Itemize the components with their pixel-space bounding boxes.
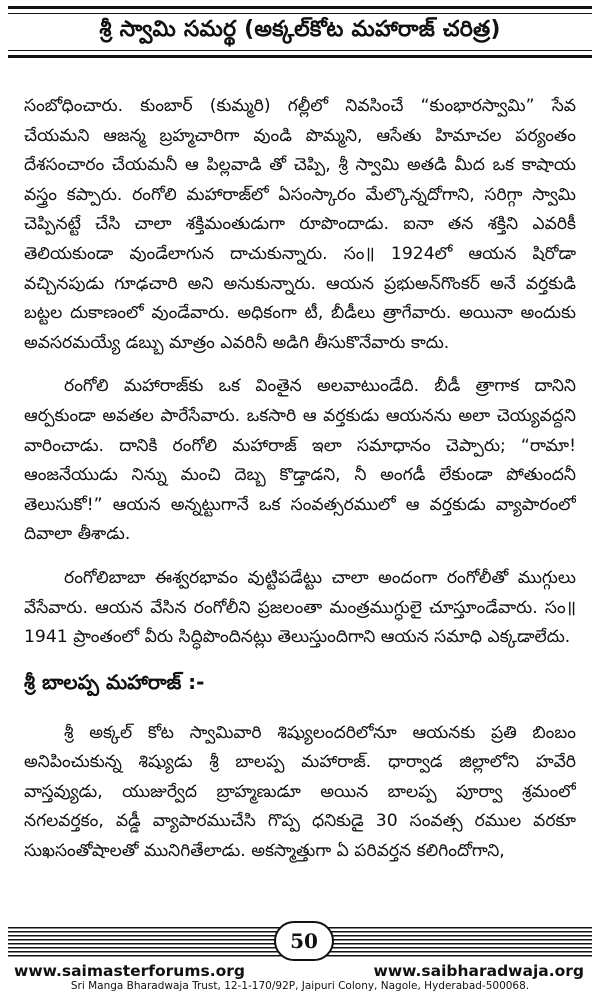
book-title: శ్రీ స్వామి సమర్థ (అక్కల్‌కోట మహారాజ్ చరిత్ర): [99, 17, 501, 42]
page-number: 50: [274, 921, 334, 961]
paragraph-4: శ్రీ అక్కల్ కోట స్వామివారి శిష్యులందరిలోనూ ఆయనకు ప్రతి బింబం అనిపించుకున్న శిష్యుడు శ్రీ బాలప్ప మహారాజ్. ధార్వాడ జిల్లాలోని హవేరి వాస్తవ్యుడు, యుజుర్వేద బ్రాహ్మణుడూ అయిన బాలప్ప పూర్వా శ్రమంలో నగలవర్తకం, వడ్డీ వ్యాపారముచేసి గొప్ప ధనికుడై 30 సంవత్స రముల వరకూ సుఖసంతోషాలతో మునిగితేలాడు. అకస్మాత్తుగా ఏ పరివర్తన కలిగిందోగాని,: [24, 722, 576, 862]
running-header: [8, 6, 592, 58]
paragraph-1: సంబోధించారు. కుంబార్ (కుమ్మరి) గల్లీలో నివసించే “కుంభారస్వామి” సేవ చేయమని ఆజన్మ బ్రహ్మచారిగా వుండి పొమ్మని, ఆసేతు హిమాచల పర్యంతం దేశసంచారం చేయమనీ ఆ పిల్లవాడి తో చెప్పి, శ్రీ స్వామి అతడి మీద ఒక కాషాయ వస్త్రం కప్పారు. రంగోలి మహారాజ్‌లో ఏసంస్కారం మేల్కొన్నదోగాని, సరిగ్గా స్వామి చెప్పినట్టే చేసి చాలా శక్తిమంతుడుగా రూపొందాడు. ఐనా తన శక్తిని ఎవరికీ తెలియకుండా వుండేలాగున దాచుకున్నారు. సం॥ 1924లో ఆయన షిరోడా వచ్చినపుడు గూఢచారి అని అనుకున్నారు. ఆయన ప్రభుఅన్‌గొంకర్ అనే వర్తకుడి బట్టల దుకాణంలో వుండేవారు. అధికంగా టీ, బీడీలు త్రాగేవారు. అయినా అందుకు అవసరమయ్యే డబ్బు మాత్రం ఎవరినీ అడిగి తీసుకొనేవారు కాదు.: [24, 96, 576, 353]
trust-address: Sri Manga Bharadwaja Trust, 12-1-170/92P, Jaipuri Colony, Nagole, Hyderabad-500068.: [70, 980, 530, 992]
section-heading: శ్రీ బాలప్ప మహారాజ్ :-: [24, 669, 205, 694]
footer-band: [8, 921, 592, 967]
website-link-left[interactable]: www.saimasterforums.org: [14, 962, 245, 980]
paragraph-2: రంగోలి మహారాజ్‌కు ఒక వింతైన అలవాటుండేది. బీడీ త్రాగాక దానిని ఆర్పకుండా అవతల పారేసేవారు. ఒకసారి ఆ వర్తకుడు ఆయనను అలా చెయ్యవద్దని వారించాడు. దానికి రంగోలి మహారాజ్ ఇలా సమాధానం చెప్పారు; “రామా! ఆంజనేయుడు నిన్ను మంచి దెబ్బ కొడ్తాడని, నీ అంగడీ లేకుండా పోతుందనీ తెలుసుకో!” ఆయన అన్నట్టుగానే ఒక సంవత్సరములో ఆ వర్తకుడు వ్యాపారంలో దివాలా తీశాడు.: [24, 376, 576, 545]
website-link-right[interactable]: www.saibharadwaja.org: [373, 962, 584, 980]
page-body: [24, 92, 576, 904]
running-header-frame: [8, 13, 592, 51]
paragraph-3: రంగోలిబాబా ఈశ్వరభావం వుట్టిపడేట్టు చాలా అందంగా రంగోలీతో ముగ్గులు వేసేవారు. ఆయన వేసిన రంగోలీని ప్రజలంతా మంత్రముగ్ధులై చూస్తూండేవారు. సం॥ 1941 ప్రాంతంలో వీరు సిద్ధిపొందినట్లు తెలుస్తుందిగాని ఆయన సమాధి ఎక్కడాలేదు.: [24, 567, 576, 648]
